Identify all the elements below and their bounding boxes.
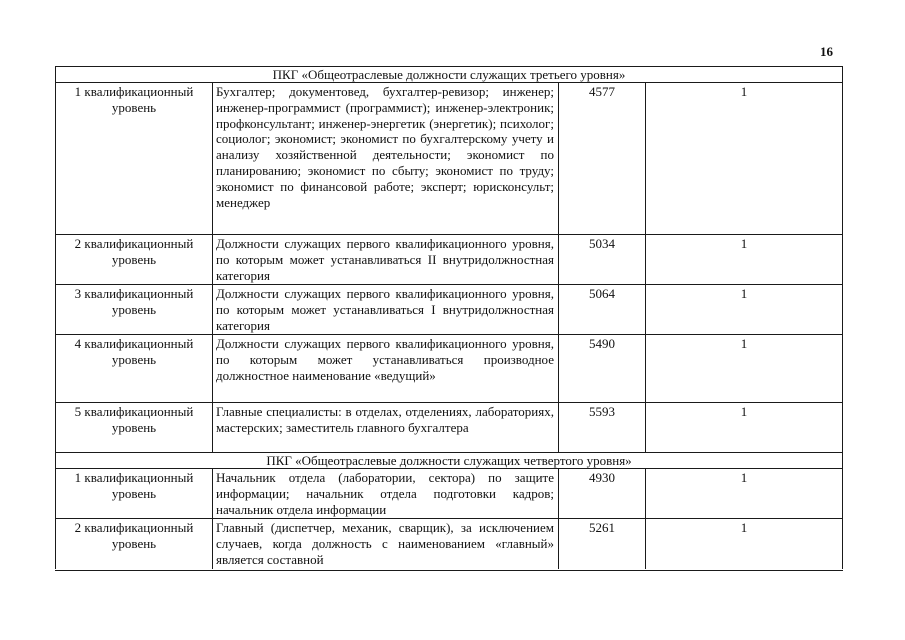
salary-cell: 5490 xyxy=(559,335,646,403)
coefficient-cell: 1 xyxy=(646,235,843,285)
coefficient-cell: 1 xyxy=(646,285,843,335)
coefficient-cell: 1 xyxy=(646,403,843,453)
level-cell: 2 квалификационный уровень xyxy=(56,519,213,569)
level-cell: 3 квалификационный уровень xyxy=(56,285,213,335)
section-header: ПКГ «Общеотраслевые должности служащих четвертого уровня» xyxy=(56,453,843,469)
level-cell: 5 квалификационный уровень xyxy=(56,403,213,453)
description-cell: Бухгалтер; документовед, бухгалтер-ревизор; инженер; инженер-программист (программист); инженер-электроник; профконсультант; инженер-энергетик (энергетик); психолог; социолог; экономист; экономист по бухгалтерскому учету и анализу хозяйственной деятельности; экономист по планированию; экономист по сбыту; экономист по труду; экономист по финансовой работе; эксперт; юрисконсульт; менеджер xyxy=(213,83,559,235)
table-row xyxy=(56,519,843,569)
description-cell: Главные специалисты: в отделах, отделениях, лабораториях, мастерских; заместитель главного бухгалтера xyxy=(213,403,559,453)
salary-cell: 5593 xyxy=(559,403,646,453)
level-cell: 4 квалификационный уровень xyxy=(56,335,213,403)
table-bottom-border xyxy=(55,570,843,571)
description-cell: Должности служащих первого квалификационного уровня, по которым может устанавливаться II внутридолжностная категория xyxy=(213,235,559,285)
table-row xyxy=(56,403,843,453)
level-cell: 2 квалификационный уровень xyxy=(56,235,213,285)
table-row xyxy=(56,83,843,235)
salary-cell: 4577 xyxy=(559,83,646,235)
coefficient-cell: 1 xyxy=(646,519,843,569)
section-header: ПКГ «Общеотраслевые должности служащих третьего уровня» xyxy=(56,67,843,83)
salary-cell: 4930 xyxy=(559,469,646,519)
section-header-row xyxy=(56,67,843,83)
salary-cell: 5261 xyxy=(559,519,646,569)
coefficient-cell: 1 xyxy=(646,469,843,519)
level-cell: 1 квалификационный уровень xyxy=(56,469,213,519)
level-cell: 1 квалификационный уровень xyxy=(56,83,213,235)
description-cell: Должности служащих первого квалификационного уровня, по которым может устанавливаться I внутридолжностная категория xyxy=(213,285,559,335)
salary-table xyxy=(55,66,843,569)
table-row xyxy=(56,469,843,519)
salary-cell: 5034 xyxy=(559,235,646,285)
description-cell: Должности служащих первого квалификационного уровня, по которым может устанавливаться производное должностное наименование «ведущий» xyxy=(213,335,559,403)
table-row xyxy=(56,235,843,285)
section-header-row xyxy=(56,453,843,469)
description-cell: Главный (диспетчер, механик, сварщик), за исключением случаев, когда должность с наименованием «главный» является составной xyxy=(213,519,559,569)
page-number: 16 xyxy=(820,44,833,59)
coefficient-cell: 1 xyxy=(646,335,843,403)
coefficient-cell: 1 xyxy=(646,83,843,235)
salary-cell: 5064 xyxy=(559,285,646,335)
table-row xyxy=(56,335,843,403)
description-cell: Начальник отдела (лаборатории, сектора) по защите информации; начальник отдела подготовки кадров; начальник отдела информации xyxy=(213,469,559,519)
table-row xyxy=(56,285,843,335)
